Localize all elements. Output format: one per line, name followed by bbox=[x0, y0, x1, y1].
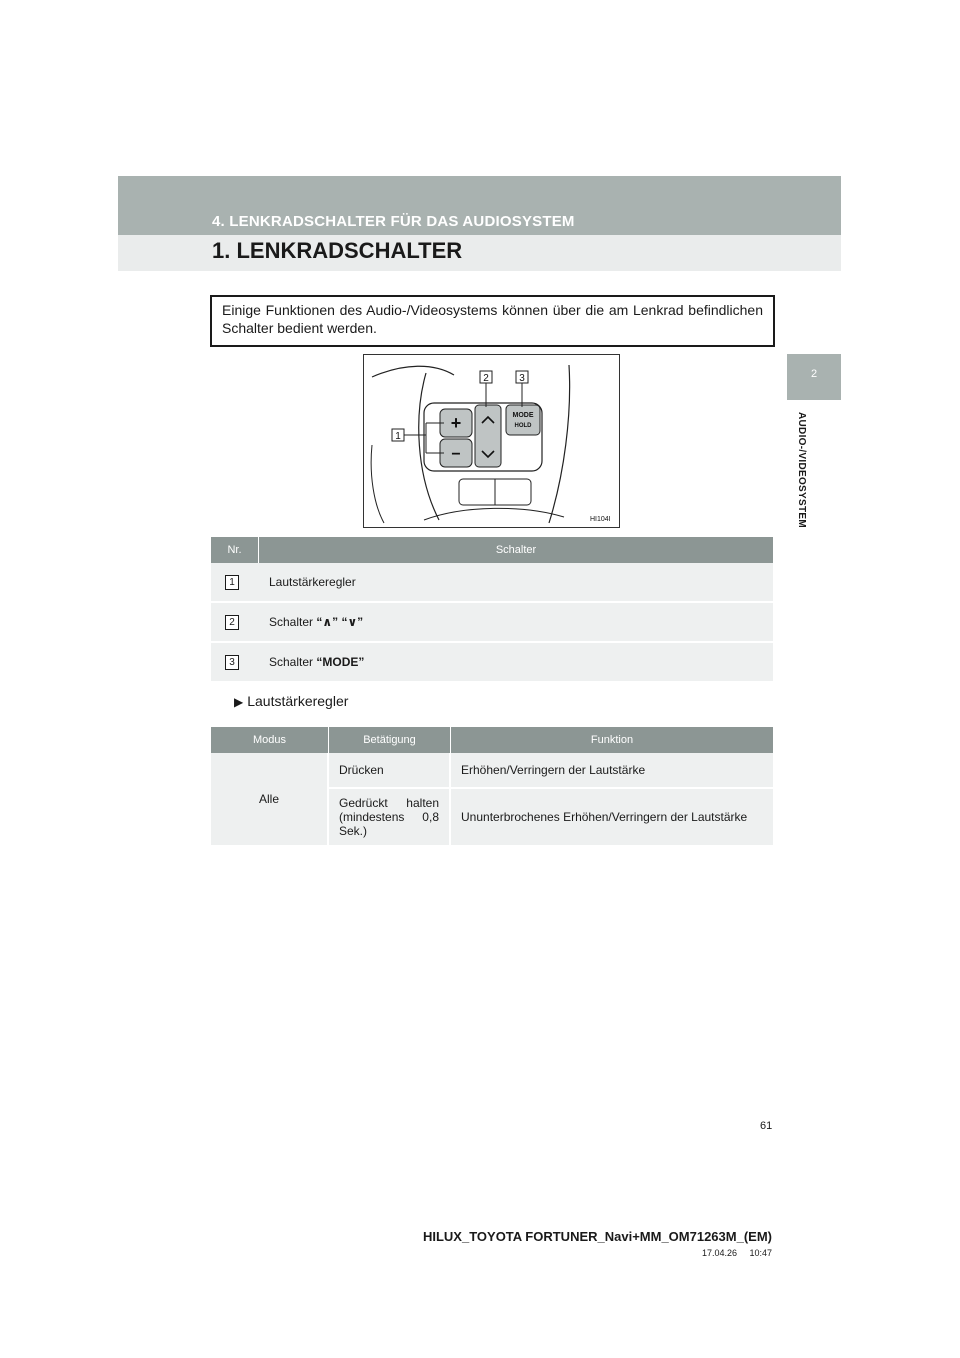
switch-table bbox=[211, 537, 773, 683]
page-number: 61 bbox=[760, 1120, 773, 1132]
row-number: 3 bbox=[225, 655, 239, 670]
chapter-label: AUDIO-/VIDEOSYSTEM bbox=[796, 412, 807, 528]
row-quote: “∧” “∨” bbox=[316, 615, 364, 629]
table-header-nr: Nr. bbox=[211, 537, 259, 563]
table-header-function: Funktion bbox=[451, 727, 773, 753]
callout-1: 1 bbox=[395, 431, 401, 442]
minus-icon: − bbox=[451, 446, 461, 463]
steering-wheel-illustration bbox=[364, 355, 619, 527]
footer-document-id: HILUX_TOYOTA FORTUNER_Navi+MM_OM71263M_(EM) bbox=[422, 1229, 772, 1244]
callout-2: 2 bbox=[483, 373, 489, 384]
row-number: 1 bbox=[225, 575, 239, 590]
mode-table bbox=[211, 727, 773, 847]
chapter-tab: 2 bbox=[787, 354, 841, 400]
footer-timestamp: 17.04.26 10:47 bbox=[701, 1248, 772, 1258]
table-row bbox=[211, 563, 773, 603]
section-title: 4. LENKRADSCHALTER FÜR DAS AUDIOSYSTEM bbox=[212, 213, 575, 230]
figure-code: HI104I bbox=[590, 516, 611, 523]
intro-box: Einige Funktionen des Audio-/Videosystems können über die am Lenkrad befindlichen Schalter bedient werden. bbox=[210, 295, 775, 347]
function-cell: Ununterbrochenes Erhöhen/Verringern der Lautstärke bbox=[451, 789, 773, 847]
table-header-mode: Modus bbox=[211, 727, 329, 753]
mode-label: MODE bbox=[512, 412, 534, 419]
page-title: 1. LENKRADSCHALTER bbox=[212, 238, 463, 263]
subsection-heading bbox=[234, 693, 348, 709]
callout-3: 3 bbox=[519, 373, 525, 384]
operation-cell: Drücken bbox=[329, 753, 451, 789]
steering-switch-figure bbox=[363, 354, 620, 528]
table-row bbox=[211, 643, 773, 683]
mode-cell: Alle bbox=[211, 753, 329, 847]
hold-label: HOLD bbox=[514, 423, 532, 429]
subsection-title: Lautstärkeregler bbox=[247, 693, 349, 709]
plus-icon: + bbox=[450, 413, 462, 433]
row-text: Lautstärkeregler bbox=[269, 575, 356, 589]
row-quote: “MODE” bbox=[316, 655, 365, 669]
triangle-right-icon: ▶ bbox=[234, 695, 244, 709]
table-row bbox=[211, 753, 773, 789]
table-header-switch: Schalter bbox=[259, 537, 773, 563]
row-text: Schalter bbox=[269, 615, 317, 629]
table-row bbox=[211, 603, 773, 643]
row-number: 2 bbox=[225, 615, 239, 630]
function-cell: Erhöhen/Verringern der Lautstärke bbox=[451, 753, 773, 789]
operation-cell: Gedrückt halten (mindestens 0,8 Sek.) bbox=[329, 789, 451, 847]
row-text: Schalter bbox=[269, 655, 317, 669]
table-header-operation: Betätigung bbox=[329, 727, 451, 753]
